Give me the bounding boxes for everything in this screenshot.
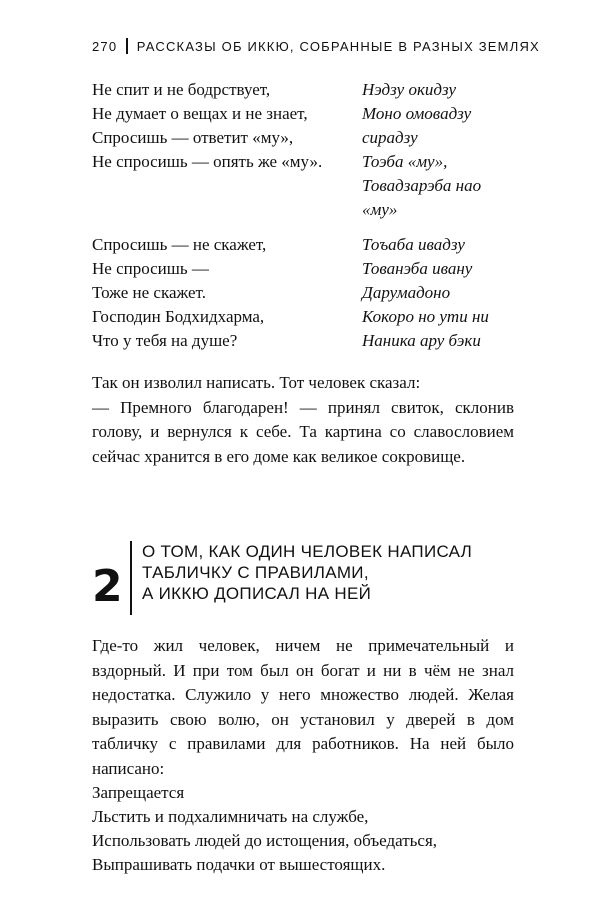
translit-line: «му» [362, 200, 398, 219]
running-header [92, 38, 540, 54]
paragraph: Где-то жил человек, ничем не примечательный и вздорный. И при том был он богат и ни в чём не знал недостатка. Служило у него множество людей. Желая выразить свою волю, он установил у дверей в дом табличку с правилами для работников. На ней было написано: [92, 636, 514, 778]
chapter-title-line: О ТОМ, КАК ОДИН ЧЕЛОВЕК НАПИСАЛ [142, 542, 473, 561]
chapter-title [142, 541, 472, 604]
rule-line: Использовать людей до истощения, объедаться, [92, 831, 438, 850]
poem-line: Не думает о вещах и не знает, [92, 104, 308, 123]
poem-line: Не спит и не бодрствует, [92, 80, 271, 99]
poem-2-russian [92, 233, 266, 353]
translit-line: Дарумадоно [362, 283, 451, 302]
translit-line: Товадзарэба нао [362, 176, 482, 195]
prose-section-1 [92, 371, 514, 469]
chapter-divider [130, 541, 132, 615]
running-title: РАССКАЗЫ ОБ ИККЮ, СОБРАННЫЕ В РАЗНЫХ ЗЕМЛЯХ [136, 39, 540, 54]
translit-line: Тоэба «му», [362, 152, 448, 171]
translit-line: Тованэба ивану [362, 259, 473, 278]
translit-line: Моно омовадзу [362, 104, 472, 123]
poem-line: Спросишь — не скажет, [92, 235, 267, 254]
rule-line: Льстить и подхалимничать на службе, [92, 807, 369, 826]
translit-line: Нэдзу окидзу [362, 80, 457, 99]
prose-section-2 [92, 634, 514, 781]
poem-line: Не спросишь — опять же «му». [92, 152, 323, 171]
translit-line: Тоъаба ивадзу [362, 235, 465, 254]
poem-1-transliteration [362, 78, 481, 222]
translit-line: сирадзу [362, 128, 418, 147]
poem-line: Тоже не скажет. [92, 283, 206, 302]
chapter-number: 2 [92, 561, 123, 612]
chapter-title-line: ТАБЛИЧКУ С ПРАВИЛАМИ, [142, 563, 369, 582]
rule-line: Выпрашивать подачки от вышестоящих. [92, 855, 386, 874]
rules-list [92, 781, 437, 877]
poem-line: Господин Бодхидхарма, [92, 307, 265, 326]
poem-2-transliteration [362, 233, 489, 353]
translit-line: Кокоро но ути ни [362, 307, 489, 326]
header-divider [126, 38, 128, 54]
poem-1-russian [92, 78, 322, 174]
page-number: 270 [92, 39, 118, 54]
poem-line: Спросишь — ответит «му», [92, 128, 294, 147]
translit-line: Наника ару бэки [362, 331, 481, 350]
paragraph: Так он изволил написать. Тот человек сказал: [92, 373, 421, 392]
poem-line: Не спросишь — [92, 259, 209, 278]
paragraph: — Премного благодарен! — принял свиток, склонив голову, и вернулся к себе. Та картина со славословием сейчас хранится в его доме как великое сокровище. [92, 397, 514, 466]
chapter-title-line: А ИККЮ ДОПИСАЛ НА НЕЙ [142, 584, 372, 603]
rule-line: Запрещается [92, 783, 185, 802]
poem-line: Что у тебя на душе? [92, 331, 238, 350]
